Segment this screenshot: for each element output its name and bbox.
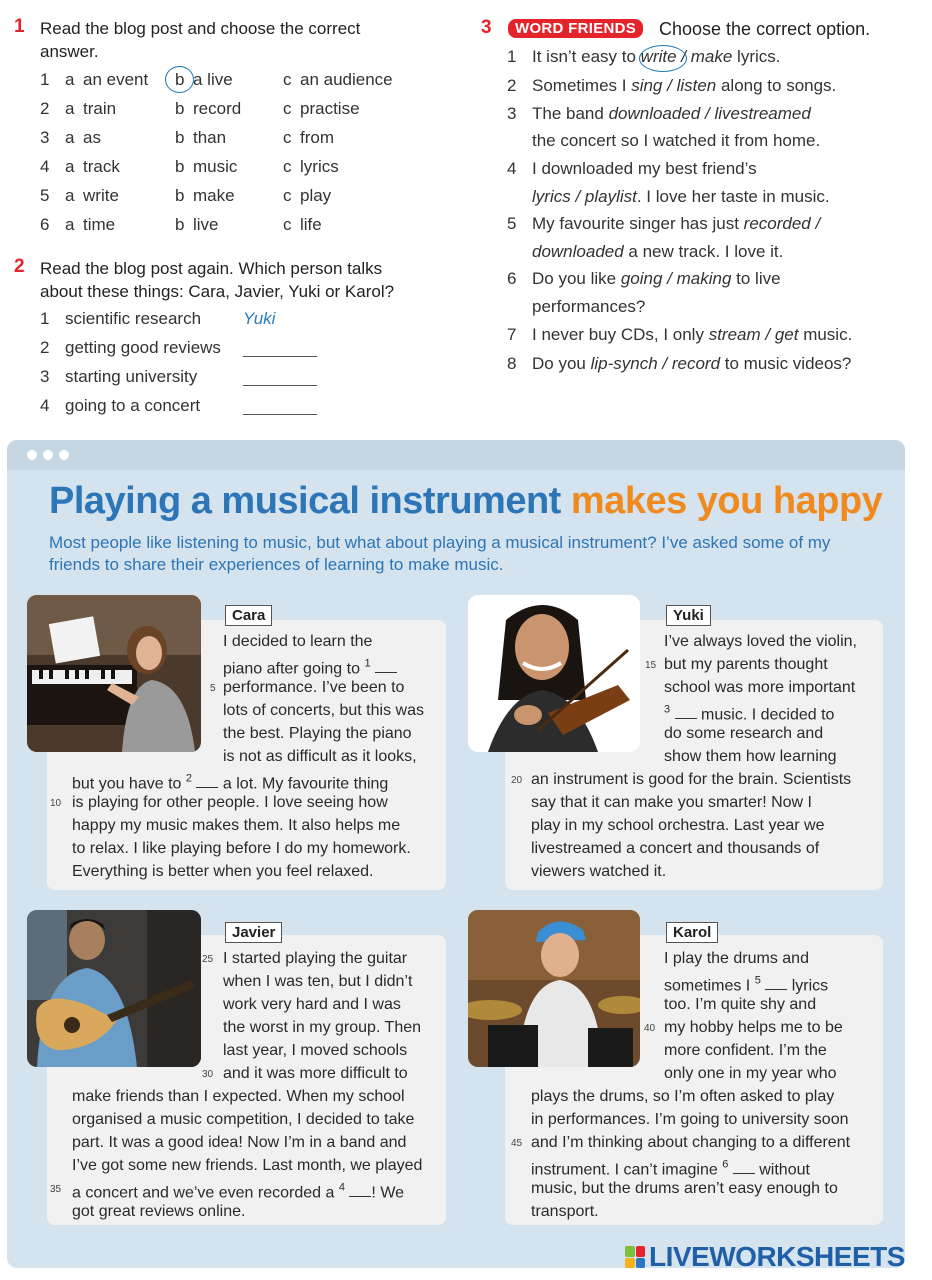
yuki-text-line: [664, 653, 828, 676]
exercise-3-number: 3: [481, 17, 492, 38]
ex2-item-text: getting good reviews: [65, 338, 221, 357]
ex1-item-number: 4: [40, 157, 50, 176]
ex3-text-pre: Do you: [532, 354, 591, 373]
blog-panel: [7, 440, 905, 1268]
cara-text-line: [223, 722, 412, 745]
ex3-option-separator: /: [662, 76, 677, 95]
option-b-letter: b: [175, 186, 185, 205]
ex3-text-pre: I downloaded my best friend’s: [532, 159, 757, 178]
javier-text: organised a music competition, I decided to take: [72, 1111, 415, 1128]
option-b-letter: b: [175, 157, 185, 176]
javier-text-line: [223, 1062, 408, 1085]
javier-text-line: [223, 993, 401, 1016]
cara-text-line: [223, 630, 372, 653]
ex3-text-pre: Do you like: [532, 269, 621, 288]
blog-intro-line1: Most people like listening to music, but what about playing a musical instrument? I’ve asked some of my: [49, 533, 831, 552]
ex3-row: [507, 127, 820, 154]
cara-text-line: [72, 837, 411, 860]
karol-text: music, but the drums aren’t easy enough to: [531, 1180, 838, 1197]
javier-text: the worst in my group. Then: [223, 1019, 422, 1036]
javier-text: a concert and we’ve even recorded a: [72, 1184, 335, 1202]
liveworksheets-icon: [625, 1246, 645, 1268]
karol-text-line: [664, 1039, 827, 1062]
ex3-option-1[interactable]: recorded: [743, 214, 811, 233]
cara-text-line: [72, 860, 374, 883]
ex3-option-2[interactable]: make: [690, 47, 733, 66]
gap-number: 3: [664, 704, 671, 716]
blog-intro: [49, 532, 889, 576]
ex2-answer-blank[interactable]: [243, 414, 317, 415]
gap-blank[interactable]: [375, 659, 397, 673]
cara-text: Everything is better when you feel relaxed.: [72, 863, 374, 880]
javier-text: when I was ten, but I didn’t: [223, 973, 413, 990]
karol-name-tag: Karol: [666, 922, 718, 943]
ex3-item-number: 6: [507, 269, 517, 288]
ex1-item-number: 2: [40, 99, 50, 118]
ex2-row: [40, 338, 340, 362]
ex3-text-post: lyrics.: [732, 47, 781, 66]
option-b-text[interactable]: make: [193, 186, 235, 205]
cara-name-tag: Cara: [225, 605, 272, 626]
ex1-row: [40, 99, 440, 123]
ex3-option-separator: /: [760, 325, 775, 344]
ex3-item-number: 7: [507, 325, 517, 344]
option-c-text[interactable]: lyrics: [300, 157, 339, 176]
ex2-item-number: 1: [40, 309, 50, 328]
yuki-text: I’ve always loved the violin,: [664, 633, 857, 650]
ex2-row: [40, 309, 340, 333]
yuki-text-line: [664, 722, 823, 745]
yuki-text: say that it can make you smarter! Now I: [531, 794, 812, 811]
javier-text: work very hard and I was: [223, 996, 401, 1013]
gap-3[interactable]: [664, 706, 697, 723]
karol-photo: [468, 910, 640, 1067]
option-b-text[interactable]: music: [193, 157, 238, 176]
option-c-text[interactable]: life: [300, 215, 322, 234]
option-a-text[interactable]: train: [83, 99, 117, 118]
gap-2[interactable]: [186, 775, 219, 792]
blog-title-blue: Playing a musical instrument: [49, 480, 561, 522]
option-a-letter: a: [65, 186, 75, 205]
gap-blank[interactable]: [733, 1160, 755, 1174]
karol-text-line: [531, 1200, 599, 1223]
ex3-text-post: to music videos?: [720, 354, 852, 373]
answer-circle-write: [639, 45, 687, 72]
option-b-text[interactable]: a live: [193, 70, 233, 89]
window-dot-2: [43, 450, 53, 460]
option-a-text[interactable]: an event: [83, 70, 149, 89]
answer-circle-b: [165, 66, 194, 93]
cara-text: the best. Playing the piano: [223, 725, 412, 742]
ex3-item-number: 5: [507, 214, 517, 233]
word-friends-badge: WORD FRIENDS: [508, 19, 643, 38]
yuki-text-line: [664, 630, 857, 653]
liveworksheets-logo: [625, 1241, 905, 1273]
karol-text-line: [531, 1131, 850, 1154]
karol-text-line: [664, 947, 809, 970]
option-c-letter: c: [283, 157, 292, 176]
ex3-text-post: a new track. I love it.: [623, 242, 784, 261]
ex3-row: [507, 238, 783, 265]
option-a-letter: a: [65, 70, 75, 89]
gap-6[interactable]: [722, 1161, 755, 1178]
javier-text: last year, I moved schools: [223, 1042, 408, 1059]
ex3-row: [507, 210, 820, 237]
karol-text: transport.: [531, 1203, 599, 1220]
gap-5[interactable]: [755, 977, 788, 994]
ex3-row: [507, 72, 836, 99]
cara-text-line: [223, 676, 404, 699]
javier-text: I’ve got some new friends. Last month, we played: [72, 1157, 423, 1174]
exercise-2-title-line2: about these things: Cara, Javier, Yuki or Karol?: [40, 282, 395, 301]
yuki-text: play in my school orchestra. Last year we: [531, 817, 825, 834]
javier-text: make friends than I expected. When my school: [72, 1088, 405, 1105]
ex1-row: [40, 128, 440, 152]
cara-text-line: [223, 699, 424, 722]
blog-intro-line2: friends to share their experiences of learning to make music.: [49, 555, 504, 574]
option-a-letter: a: [65, 99, 75, 118]
yuki-text-line: [531, 860, 666, 883]
ex2-item-number: 2: [40, 338, 50, 357]
ex3-row: [507, 350, 851, 377]
ex3-text-pre: performances?: [532, 297, 646, 316]
ex3-option-1[interactable]: downloaded: [608, 104, 701, 123]
karol-text: plays the drums, so I’m often asked to play: [531, 1088, 835, 1105]
ex2-item-text: going to a concert: [65, 396, 201, 415]
javier-text: part. It was a good idea! Now I’m in a band and: [72, 1134, 407, 1151]
line-number: 25: [202, 954, 214, 965]
option-a-text[interactable]: as: [83, 128, 101, 147]
karol-text: instrument. I can’t imagine: [531, 1161, 718, 1179]
karol-text: too. I’m quite shy and: [664, 996, 817, 1013]
cara-text: I decided to learn the: [223, 633, 373, 650]
ex3-item-number: 4: [507, 159, 517, 178]
line-number: 5: [210, 683, 216, 694]
option-c-text[interactable]: an audience: [300, 70, 393, 89]
option-c-text[interactable]: practise: [300, 99, 360, 118]
exercise-2-title-line1: Read the blog post again. Which person talks: [40, 259, 383, 278]
karol-text: without: [759, 1161, 810, 1179]
exercise-1-title-line2: answer.: [40, 42, 99, 61]
ex3-option-1[interactable]: stream: [708, 325, 761, 344]
karol-text-line: [531, 1085, 834, 1108]
cara-text: a lot. My favourite thing: [222, 775, 389, 793]
yuki-text-line: [531, 791, 812, 814]
gap-number: 1: [364, 658, 371, 670]
blog-title-orange: makes you happy: [570, 480, 883, 522]
window-dot-1: [27, 450, 37, 460]
ex2-answer-blank[interactable]: [243, 356, 317, 357]
ex2-row: [40, 396, 340, 420]
liveworksheets-text: LIVEWORKSHEETS: [649, 1241, 905, 1272]
yuki-text: but my parents thought: [664, 656, 828, 673]
option-b-letter: b: [175, 128, 185, 147]
ex3-row: [507, 293, 645, 320]
ex3-text-post: . I love her taste in music.: [636, 187, 830, 206]
yuki-text: viewers watched it.: [531, 863, 667, 880]
gap-number: 2: [185, 773, 192, 785]
option-c-letter: c: [283, 215, 292, 234]
gap-number: 6: [722, 1159, 729, 1171]
exercise-1-number: 1: [14, 16, 25, 37]
cara-text: performance. I’ve been to: [223, 679, 405, 696]
option-c-letter: c: [283, 99, 292, 118]
option-b-letter: b: [175, 70, 185, 89]
option-b-text[interactable]: live: [193, 215, 219, 234]
ex3-option-separator: /: [662, 269, 677, 288]
ex2-answer[interactable]: Yuki: [243, 309, 276, 328]
gap-number: 4: [338, 1182, 345, 1194]
cara-text: but you have to: [72, 775, 182, 793]
gap-blank[interactable]: [349, 1183, 371, 1197]
ex3-text-pre: I never buy CDs, I only: [532, 325, 709, 344]
ex3-text-post: to live: [731, 269, 781, 288]
cara-photo: [27, 595, 201, 752]
ex2-item-text: starting university: [65, 367, 198, 386]
option-b-letter: b: [175, 215, 185, 234]
javier-text: got great reviews online.: [72, 1203, 246, 1220]
option-a-text[interactable]: time: [83, 215, 116, 234]
exercise-2-number: 2: [14, 256, 25, 277]
blog-title: [49, 480, 882, 523]
karol-text: I play the drums and: [664, 950, 809, 967]
option-a-letter: a: [65, 215, 75, 234]
ex2-row: [40, 367, 340, 391]
karol-text-line: [664, 993, 816, 1016]
karol-text: in performances. I’m going to university soon: [531, 1111, 849, 1128]
yuki-text-line: [531, 837, 819, 860]
ex1-row: [40, 157, 440, 181]
cara-text: is playing for other people. I love seeing how: [72, 794, 388, 811]
javier-text-line: [223, 947, 407, 970]
ex3-option-2[interactable]: listen: [676, 76, 717, 95]
javier-text-line: [72, 1200, 245, 1223]
ex3-option-1[interactable]: sing: [631, 76, 663, 95]
gap-4[interactable]: [339, 1184, 372, 1201]
option-c-letter: c: [283, 70, 292, 89]
karol-text-line: [664, 1016, 843, 1039]
window-dot-3: [59, 450, 69, 460]
ex3-row: [507, 321, 852, 348]
yuki-text-line: [664, 745, 837, 768]
cara-text-line: [223, 745, 417, 768]
ex3-option-2[interactable]: record: [671, 354, 721, 373]
javier-text-line: [72, 1154, 422, 1177]
option-c-letter: c: [283, 186, 292, 205]
ex3-option-separator: /: [676, 47, 691, 66]
gap-blank[interactable]: [675, 705, 697, 719]
ex2-item-number: 3: [40, 367, 50, 386]
option-a-letter: a: [65, 157, 75, 176]
cara-text: to relax. I like playing before I do my homework.: [72, 840, 411, 857]
option-c-letter: c: [283, 128, 292, 147]
karol-text-line: [531, 1177, 838, 1200]
exercise-2-title: [40, 257, 460, 303]
option-a-letter: a: [65, 128, 75, 147]
karol-text-line: [531, 1108, 848, 1131]
karol-text: more confident. I’m the: [664, 1042, 827, 1059]
cara-text: piano after going to: [223, 660, 360, 678]
javier-text-line: [72, 1108, 414, 1131]
ex2-item-number: 4: [40, 396, 50, 415]
javier-text: and it was more difficult to: [223, 1065, 408, 1082]
exercise-3-title: Choose the correct option.: [659, 19, 871, 39]
option-c-text[interactable]: from: [300, 128, 334, 147]
yuki-text: do some research and: [664, 725, 824, 742]
ex3-option-1[interactable]: lip-synch: [590, 354, 658, 373]
option-c-text[interactable]: play: [300, 186, 332, 205]
javier-name-tag: Javier: [225, 922, 282, 943]
option-b-letter: b: [175, 99, 185, 118]
yuki-text-line: [664, 676, 855, 699]
ex3-option-1[interactable]: going: [620, 269, 663, 288]
ex3-item-number: 1: [507, 47, 517, 66]
ex3-option-separator: /: [570, 187, 585, 206]
ex1-item-number: 6: [40, 215, 50, 234]
javier-text-line: [223, 970, 412, 993]
ex3-option-2[interactable]: get: [774, 325, 799, 344]
yuki-text-line: [531, 768, 851, 791]
browser-bar: [7, 440, 905, 470]
option-b-text[interactable]: record: [193, 99, 242, 118]
yuki-text: livestreamed a concert and thousands of: [531, 840, 820, 857]
gap-blank[interactable]: [765, 976, 787, 990]
ex3-option-1[interactable]: downloaded: [532, 242, 624, 261]
ex3-option-separator: /: [700, 104, 715, 123]
javier-text-line: [72, 1085, 405, 1108]
yuki-text: music. I decided to: [701, 706, 835, 724]
ex3-row: [507, 265, 781, 292]
line-number: 30: [202, 1069, 214, 1080]
cara-text-line: [72, 791, 388, 814]
line-number: 35: [50, 1184, 62, 1195]
ex1-item-number: 5: [40, 186, 50, 205]
ex3-text-post: along to songs.: [716, 76, 837, 95]
ex3-option-1[interactable]: write: [640, 47, 677, 66]
cara-text-line: [72, 814, 400, 837]
yuki-text: show them how learning: [664, 748, 837, 765]
yuki-text: school was more important: [664, 679, 856, 696]
ex1-row: [40, 70, 440, 94]
yuki-text-line: [531, 814, 824, 837]
javier-text-line: [223, 1039, 407, 1062]
ex1-item-number: 1: [40, 70, 50, 89]
cara-text: happy my music makes them. It also helps me: [72, 817, 401, 834]
ex2-answer-blank[interactable]: [243, 385, 317, 386]
javier-text: I started playing the guitar: [223, 950, 408, 967]
ex2-item-text: scientific research: [65, 309, 202, 328]
ex3-row: [507, 155, 757, 182]
javier-text-line: [223, 1016, 421, 1039]
ex3-option-2[interactable]: livestreamed: [714, 104, 811, 123]
ex3-option-separator: /: [810, 214, 821, 233]
line-number: 45: [511, 1138, 523, 1149]
line-number: 15: [645, 660, 657, 671]
exercise-1-title: [40, 17, 440, 63]
ex3-text-pre: It isn’t easy to: [532, 47, 641, 66]
ex3-text-post: music.: [798, 325, 853, 344]
gap-1[interactable]: [364, 660, 397, 677]
ex1-item-number: 3: [40, 128, 50, 147]
ex3-text-pre: The band: [532, 104, 609, 123]
ex3-item-number: 8: [507, 354, 517, 373]
ex3-text-pre: Sometimes I: [532, 76, 632, 95]
ex3-option-separator: /: [657, 354, 672, 373]
karol-text: my hobby helps me to be: [664, 1019, 843, 1036]
exercise-1-title-line1: Read the blog post and choose the correct: [40, 19, 361, 38]
ex3-option-2[interactable]: making: [676, 269, 732, 288]
ex3-row: [507, 100, 811, 127]
line-number: 10: [50, 798, 62, 809]
karol-text: sometimes I: [664, 977, 751, 995]
cara-text: lots of concerts, but this was: [223, 702, 424, 719]
javier-text: ! We: [371, 1184, 405, 1202]
javier-photo: [27, 910, 201, 1067]
line-number: 20: [511, 775, 523, 786]
karol-text: only one in my year who: [664, 1065, 837, 1082]
ex3-option-2[interactable]: playlist: [584, 187, 637, 206]
option-b-text[interactable]: than: [193, 128, 227, 147]
cara-text: is not as difficult as it looks,: [223, 748, 417, 765]
yuki-name-tag: Yuki: [666, 605, 711, 626]
yuki-text: an instrument is good for the brain. Scientists: [531, 771, 852, 788]
javier-text-line: [72, 1131, 406, 1154]
gap-blank[interactable]: [196, 774, 218, 788]
yuki-photo: [468, 595, 640, 752]
line-number: 40: [644, 1023, 656, 1034]
karol-text: and I’m thinking about changing to a different: [531, 1134, 851, 1151]
option-a-text[interactable]: write: [83, 186, 119, 205]
ex3-option-1[interactable]: lyrics: [532, 187, 571, 206]
ex3-text-pre: the concert so I watched it from home.: [532, 131, 821, 150]
option-a-text[interactable]: track: [83, 157, 120, 176]
karol-text-line: [664, 1062, 837, 1085]
ex1-row: [40, 215, 440, 239]
gap-number: 5: [754, 975, 761, 987]
ex3-row: [507, 183, 830, 210]
ex1-row: [40, 186, 440, 210]
ex3-item-number: 2: [507, 76, 517, 95]
ex3-text-pre: My favourite singer has just: [532, 214, 744, 233]
karol-text: lyrics: [791, 977, 829, 995]
ex3-item-number: 3: [507, 104, 517, 123]
